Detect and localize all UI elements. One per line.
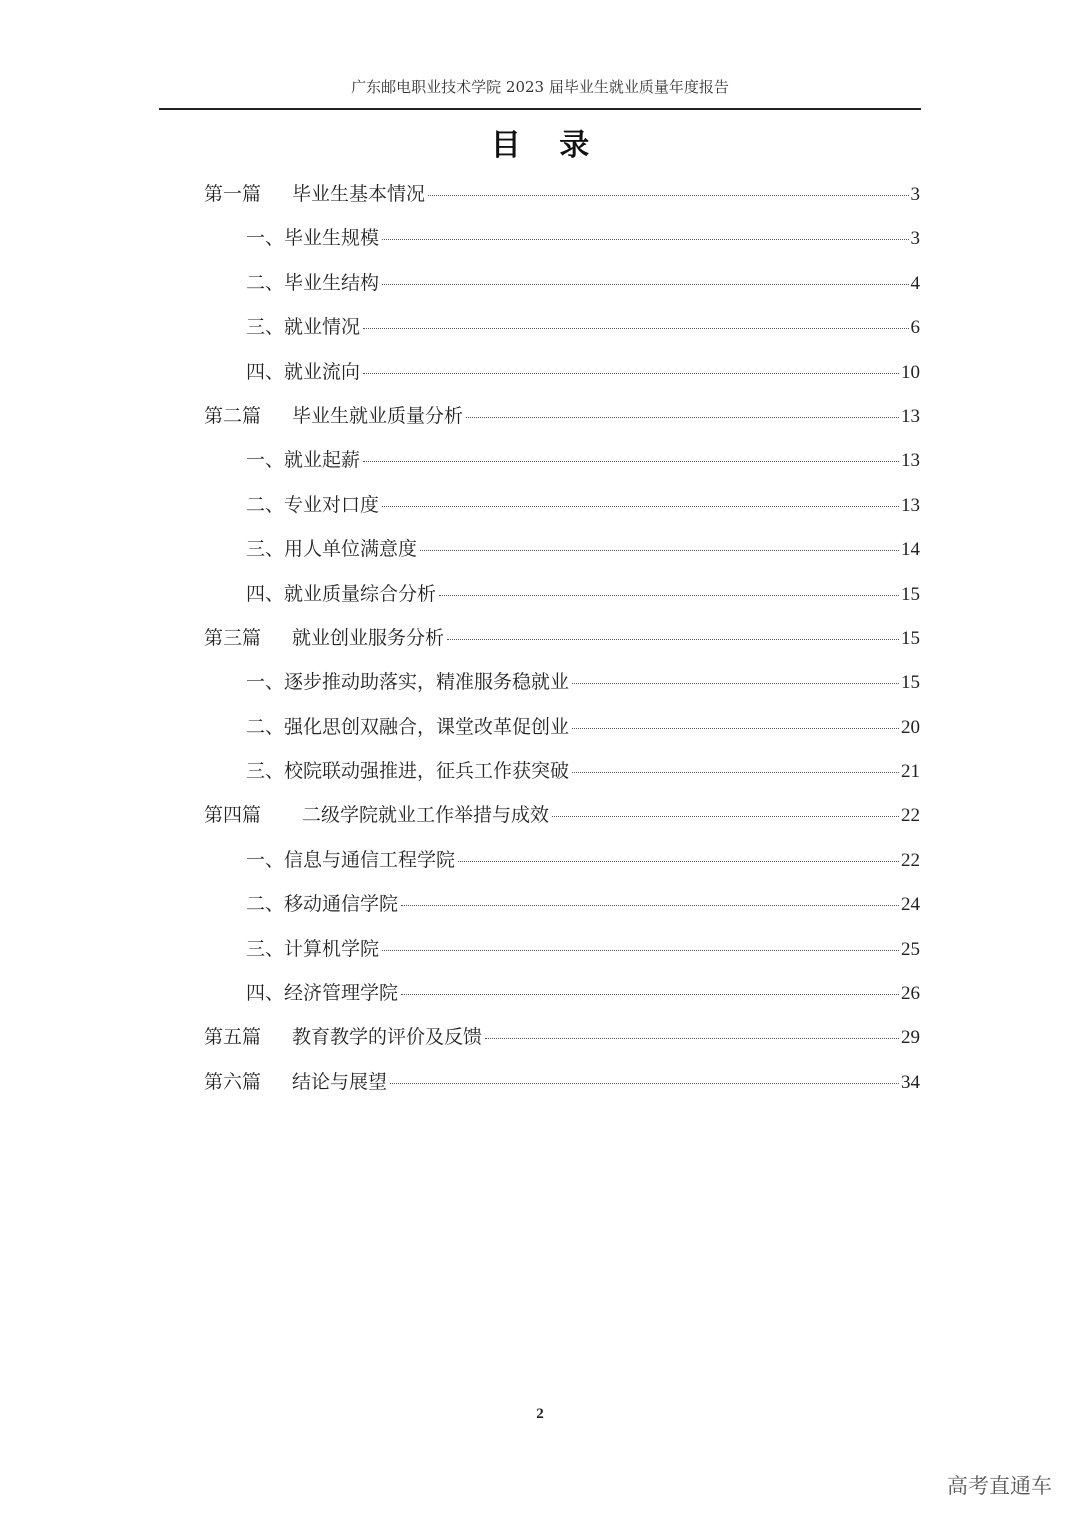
toc-section-entry[interactable]	[204, 572, 920, 616]
toc-entry-text	[246, 527, 417, 571]
dot-leader	[552, 816, 899, 817]
toc-entry-text	[204, 172, 425, 216]
header-rule	[159, 108, 921, 110]
toc-part-entry[interactable]	[204, 1015, 920, 1059]
toc-part-entry[interactable]	[204, 394, 920, 438]
toc-entry-title: 三、计算机学院	[246, 937, 380, 960]
toc-entry-text	[246, 927, 379, 971]
toc-part-entry[interactable]	[204, 1060, 920, 1104]
table-of-contents	[204, 172, 920, 1104]
toc-page-number: 22	[901, 849, 920, 871]
toc-section-entry[interactable]	[204, 483, 920, 527]
dot-leader	[382, 284, 908, 285]
toc-entry-text	[246, 705, 569, 749]
toc-entry-text	[246, 838, 455, 882]
toc-entry-title: 四、就业流向	[246, 360, 361, 383]
dot-leader	[572, 683, 899, 684]
toc-entry-title: 一、毕业生规模	[246, 227, 380, 250]
toc-page-number: 25	[901, 938, 920, 960]
toc-entry-text	[246, 882, 398, 926]
toc-page-number: 22	[901, 805, 920, 827]
toc-part-label: 第四篇	[204, 804, 262, 827]
toc-part-label: 第一篇	[204, 183, 262, 205]
dot-leader	[363, 328, 908, 329]
toc-entry-text	[246, 749, 569, 793]
toc-section-entry[interactable]	[204, 305, 920, 349]
toc-page-number: 26	[901, 983, 920, 1005]
dot-leader	[466, 417, 899, 418]
dot-leader	[363, 461, 899, 462]
dot-leader	[572, 772, 899, 773]
toc-entry-title: 二、毕业生结构	[246, 271, 380, 294]
toc-entry-title: 三、用人单位满意度	[246, 538, 418, 561]
toc-part-label: 第六篇	[204, 1070, 262, 1093]
dot-leader	[458, 861, 899, 862]
dot-leader	[572, 728, 899, 729]
dot-leader	[485, 1038, 899, 1039]
toc-entry-text	[204, 793, 549, 837]
toc-section-entry[interactable]	[204, 705, 920, 749]
page-number: 2	[536, 1406, 544, 1422]
toc-title: 目 录	[490, 128, 604, 163]
toc-entry-text	[204, 394, 463, 438]
toc-entry-title: 三、校院联动强推进，征兵工作获突破	[246, 760, 570, 783]
dot-leader	[382, 950, 899, 951]
dot-leader	[401, 994, 899, 995]
toc-page-number: 29	[901, 1027, 920, 1049]
toc-page-number: 24	[901, 894, 920, 916]
toc-part-label: 第三篇	[204, 626, 262, 649]
toc-section-entry[interactable]	[204, 261, 920, 305]
toc-entry-title: 二、专业对口度	[246, 493, 380, 516]
dot-leader	[401, 905, 899, 906]
toc-entry-title: 二级学院就业工作举措与成效	[302, 804, 550, 827]
toc-entry-title: 教育教学的评价及反馈	[292, 1026, 483, 1049]
dot-leader	[382, 239, 908, 240]
dot-leader	[420, 550, 899, 551]
toc-page-number: 21	[901, 761, 920, 783]
toc-section-entry[interactable]	[204, 838, 920, 882]
running-header: 广东邮电职业技术学院 2023 届毕业生就业质量年度报告	[351, 78, 729, 96]
toc-page-number: 14	[901, 539, 920, 561]
toc-part-entry[interactable]	[204, 172, 920, 216]
toc-entry-title: 四、就业质量综合分析	[246, 582, 437, 605]
toc-entry-text	[246, 350, 360, 394]
toc-page-number: 3	[910, 228, 920, 250]
toc-entry-text	[246, 572, 436, 616]
toc-page-number: 15	[901, 672, 920, 694]
toc-section-entry[interactable]	[204, 527, 920, 571]
toc-section-entry[interactable]	[204, 882, 920, 926]
toc-section-entry[interactable]	[204, 927, 920, 971]
toc-part-entry[interactable]	[204, 793, 920, 837]
dot-leader	[428, 195, 908, 196]
dot-leader	[363, 373, 899, 374]
toc-section-entry[interactable]	[204, 660, 920, 704]
toc-page-number: 20	[901, 716, 920, 738]
toc-section-entry[interactable]	[204, 749, 920, 793]
dot-leader	[382, 506, 899, 507]
toc-part-label: 第二篇	[204, 404, 262, 427]
toc-section-entry[interactable]	[204, 971, 920, 1015]
dot-leader	[447, 639, 899, 640]
toc-page-number: 6	[910, 317, 920, 339]
toc-entry-text	[246, 438, 360, 482]
toc-entry-text	[204, 1015, 482, 1059]
toc-entry-title: 就业创业服务分析	[292, 626, 445, 649]
watermark: 高考直通车	[947, 1474, 1052, 1498]
toc-entry-title: 二、移动通信学院	[246, 893, 399, 916]
toc-entry-title: 毕业生基本情况	[292, 183, 426, 205]
toc-entry-text	[246, 261, 379, 305]
toc-entry-title: 一、就业起薪	[246, 449, 361, 472]
toc-part-label: 第五篇	[204, 1026, 262, 1049]
toc-entry-text	[204, 1060, 387, 1104]
toc-page-number: 15	[901, 583, 920, 605]
toc-page-number: 34	[901, 1071, 920, 1093]
toc-part-entry[interactable]	[204, 616, 920, 660]
toc-entry-text	[204, 616, 444, 660]
toc-page-number: 13	[901, 450, 920, 472]
toc-entry-title: 一、逐步推动助落实，精准服务稳就业	[246, 671, 570, 694]
toc-entry-text	[246, 660, 569, 704]
toc-section-entry[interactable]	[204, 438, 920, 482]
toc-entry-title: 二、强化思创双融合，课堂改革促创业	[246, 715, 570, 738]
toc-entry-text	[246, 971, 398, 1015]
toc-entry-title: 毕业生就业质量分析	[292, 404, 464, 427]
toc-page-number: 3	[910, 184, 920, 205]
toc-entry-title: 四、经济管理学院	[246, 982, 399, 1005]
toc-page-number: 13	[901, 494, 920, 516]
toc-entry-title: 一、信息与通信工程学院	[246, 848, 456, 871]
toc-entry-text	[246, 216, 379, 260]
toc-entry-text	[246, 305, 360, 349]
toc-entry-text	[246, 483, 379, 527]
toc-entry-title: 结论与展望	[292, 1070, 388, 1093]
dot-leader	[390, 1083, 899, 1084]
toc-page-number: 10	[901, 361, 920, 383]
toc-section-entry[interactable]	[204, 216, 920, 260]
toc-entry-title: 三、就业情况	[246, 316, 361, 339]
toc-page-number: 4	[910, 272, 920, 294]
toc-section-entry[interactable]	[204, 350, 920, 394]
toc-page-number: 15	[901, 627, 920, 649]
dot-leader	[439, 595, 899, 596]
toc-page-number: 13	[901, 405, 920, 427]
